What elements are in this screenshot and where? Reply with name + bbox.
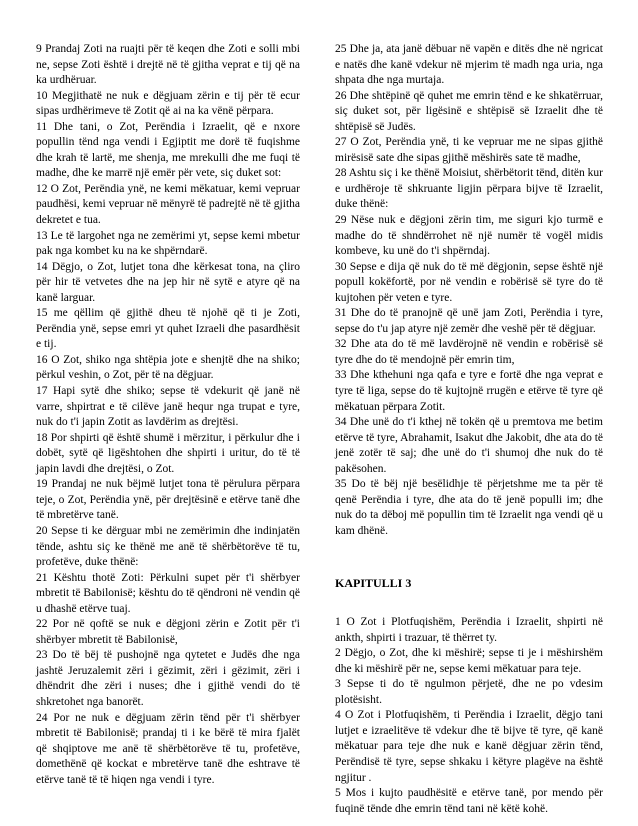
verse-paragraph: 18 Por shpirti që është shumë i mërzitur, i përkulur dhe i dobët, sytë që ligështohen dhe shpirti i uritur, do të të japin lavdi dhe drejtësi, o Zot.: [36, 431, 300, 475]
verse-paragraph: 20 Sepse ti ke dërguar mbi ne zemërimin dhe indinjatën tënde, ashtu siç ke thënë me anë të shërbëtorëve të tu, profetëve, duke thënë:: [36, 524, 300, 569]
left-column: [36, 42, 300, 788]
right-column: [335, 42, 603, 817]
verse-paragraph: 32 Dhe ata do të më lavdërojnë në vendin e robërisë së tyre dhe do të mendojnë për emrin tim,: [335, 338, 603, 366]
verse-paragraph: 28 Ashtu siç i ke thënë Moisiut, shërbëtorit tënd, ditën kur e urdhëroje të shkruante ligjin përpara bijve të Izraelit, duke thënë:: [335, 167, 603, 211]
chapter-heading: KAPITULLI 3: [335, 575, 412, 590]
verse-paragraph: 12 O Zot, Perëndia ynë, ne kemi mëkatuar, kemi vepruar paudhësi, kemi vepruar në mënyrë të padrejtë në të gjitha dekretet e tua.: [36, 182, 300, 227]
verse-paragraph: 29 Nëse nuk e dëgjoni zërin tim, me siguri kjo turmë e madhe do të shndërrohet në një numër të vogël midis kombeve, ku unë do t'i shpërndaj.: [335, 214, 603, 258]
verse-paragraph: 13 Le të largohet nga ne zemërimi yt, sepse kemi mbetur pak nga kombet ku na ke shpërndarë.: [36, 229, 300, 258]
verse-paragraph: 27 O Zot, Perëndia ynë, ti ke vepruar me ne sipas gjithë mirësisë sate dhe sipas gjithë mëshirës sate të madhe,: [335, 136, 603, 164]
verse-paragraph: 14 Dëgjo, o Zot, lutjet tona dhe kërkesat tona, na çliro për hir të vetvetes dhe na jep hir në sytë e atyre që na kanë larguar.: [36, 260, 300, 304]
verse-paragraph: 35 Do të bëj një besëlidhje të përjetshme me ta për të qenë Perëndia i tyre, dhe ata do të jenë populli im; dhe nuk do ta dëboj më popullin tim të Izraelit nga vendi që u kam dhënë.: [335, 478, 603, 537]
verse-paragraph: 25 Dhe ja, ata janë dëbuar në vapën e ditës dhe në ngricat e natës dhe kanë vdekur në mjerim të madh nga uria, nga shpata dhe nga murtaja.: [335, 43, 603, 87]
verse-paragraph: 26 Dhe shtëpinë që quhet me emrin tënd e ke shkatërruar, siç duket sot, për ligësinë e shtëpisë së Izraelit dhe të shtëpisë së Judës.: [335, 89, 603, 133]
verse-paragraph: 22 Por në qoftë se nuk e dëgjoni zërin e Zotit për t'i shërbyer mbretit të Babilonisë,: [36, 618, 300, 646]
verse-paragraph: 15 me qëllim që gjithë dheu të njohë që ti je Zoti, Perëndia ynë, sepse emri yt quhet Izraeli dhe pasardhësit e tij.: [36, 307, 300, 351]
verse-paragraph: 10 Megjithatë ne nuk e dëgjuam zërin e tij për të ecur sipas urdhërimeve të Zotit që ai na ka vënë përpara.: [36, 89, 300, 118]
verse-paragraph: 30 Sepse e dija që nuk do të më dëgjonin, sepse është një popull kokëfortë, por në vendin e robërisë së tyre do të kujtohen për veten e tyre.: [335, 260, 603, 304]
verse-paragraph: 4 O Zot i Plotfuqishëm, ti Perëndia i Izraelit, dëgjo tani lutjet e izraelitëve të vdekur dhe të bijve të tyre, që kanë mëkatuar para teje dhe nuk e kanë dëgjuar zërin tënd, Perëndisë të tyre, sepse shkaku i këtyre plagëve na është ngjitur .: [335, 709, 603, 784]
verse-paragraph: 24 Por ne nuk e dëgjuam zërin tënd për t'i shërbyer mbretit të Babilonisë; prandaj ti i ke bërë të mira fjalët që shqiptove me anë të shërbëtorëve të tu, profetëve, domethënë që kockat e mbretërve tanë dhe eshtrave të etërve tanë të të hiqen nga vendi i tyre.: [36, 711, 300, 786]
verse-paragraph: 16 O Zot, shiko nga shtëpia jote e shenjtë dhe na shiko; përkul veshin, o Zot, për të na dëgjuar.: [36, 353, 300, 382]
verse-paragraph: 19 Prandaj ne nuk bëjmë lutjet tona të përulura përpara teje, o Zot, Perëndia ynë, për drejtësinë e etërve tanë dhe të mbretërve tanë.: [36, 478, 300, 522]
verse-paragraph: 11 Dhe tani, o Zot, Perëndia i Izraelit, që e nxore popullin tënd nga vendi i Egjiptit me dorë të fuqishme dhe krah të lartë, me shenja, me mrekulli dhe me fuqi të madhe, dhe ke marrë një emër për vete, siç duket sot:: [36, 120, 300, 180]
verse-paragraph: 31 Dhe do të pranojnë që unë jam Zoti, Perëndia i tyre, sepse do t'u jap atyre një zemër dhe veshë për të dëgjuar.: [335, 307, 603, 335]
verse-paragraph: 33 Dhe kthehuni nga qafa e tyre e fortë dhe nga veprat e tyre të liga, sepse do të kujtojnë rrugën e etërve të tyre që mëkatuan përpara Zotit.: [335, 369, 603, 413]
verse-paragraph: 9 Prandaj Zoti na ruajti për të keqen dhe Zoti e solli mbi ne, sepse Zoti është i drejtë në të gjitha veprat e tij që na ka urdhëruar.: [36, 43, 300, 87]
verse-paragraph: 34 Dhe unë do t'i kthej në tokën që u premtova me betim etërve të tyre, Abrahamit, Isakut dhe Jakobit, dhe ata do të jenë zotër të saj; dhe unë do t'i shumoj dhe nuk do të pakësohen.: [335, 416, 603, 475]
verse-paragraph: 3 Sepse ti do të ngulmon përjetë, dhe ne po vdesim plotësisht.: [335, 678, 603, 706]
verse-paragraph: 17 Hapi sytë dhe shiko; sepse të vdekurit që janë në varre, shpirtrat e të cilëve janë hequr nga trupat e tyre, nuk do t'i japin Zotit as lavdërim as drejtësi.: [36, 385, 300, 429]
verse-paragraph: 5 Mos i kujto paudhësitë e etërve tanë, por mendo për fuqinë tënde dhe emrin tënd tani në këtë kohë.: [335, 787, 603, 815]
verse-paragraph: 1 O Zot i Plotfuqishëm, Perëndia i Izraelit, shpirti në ankth, shpirti i trazuar, të thërret ty.: [335, 616, 603, 644]
verse-paragraph: 21 Kështu thotë Zoti: Përkulni supet për t'i shërbyer mbretit të Babilonisë; kështu do të qëndroni në vendin që u dhashë etërve tuaj.: [36, 571, 300, 615]
verse-paragraph: 23 Do të bëj të pushojnë nga qytetet e Judës dhe nga jashtë Jeruzalemit zëri i gëzimit, zëri i gëzimit, zëri i dhëndrit dhe zëri i nuses; dhe i gjithë vendi do të shkretohet nga banorët.: [36, 649, 300, 708]
verse-paragraph: 2 Dëgjo, o Zot, dhe ki mëshirë; sepse ti je i mëshirshëm dhe ki mëshirë për ne, sepse kemi mëkatuar para teje.: [335, 647, 603, 675]
